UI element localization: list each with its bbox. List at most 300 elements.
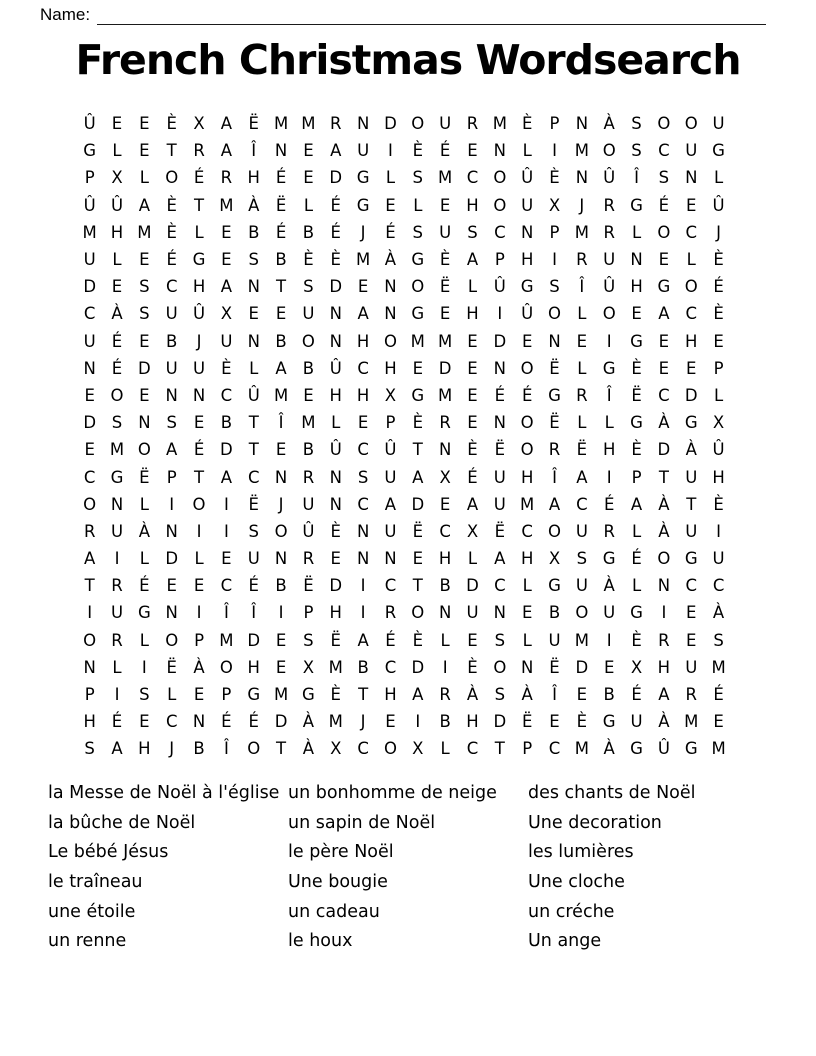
grid-cell: L: [577, 358, 587, 378]
grid-cell: Î: [552, 467, 557, 487]
grid-cell: E: [330, 549, 341, 569]
grid-cell: X: [466, 521, 479, 541]
grid-cell: L: [112, 250, 122, 270]
grid-cell: E: [111, 114, 123, 134]
grid-cell: N: [493, 413, 506, 433]
grid-cell: G: [520, 277, 534, 297]
grid-cell: C: [220, 576, 233, 596]
grid-cell: R: [603, 521, 615, 541]
grid-cell: À: [685, 440, 697, 460]
grid-cell: C: [685, 576, 697, 596]
grid-cell: O: [493, 195, 507, 215]
grid-cell: G: [356, 168, 370, 188]
grid-cell: Û: [712, 440, 725, 460]
grid-cell: N: [657, 576, 671, 596]
grid-cell: N: [165, 603, 178, 623]
grid-cell: G: [684, 739, 698, 759]
grid-cell: È: [166, 222, 177, 242]
grid-cell: H: [520, 467, 534, 487]
grid-cell: I: [442, 657, 448, 677]
grid-cell: N: [575, 114, 589, 134]
grid-cell: R: [302, 549, 315, 569]
grid-cell: G: [411, 304, 425, 324]
grid-cell: O: [602, 141, 616, 161]
grid-cell: A: [275, 358, 287, 378]
grid-cell: O: [192, 494, 206, 514]
grid-cell: U: [439, 114, 452, 134]
grid-cell: É: [221, 712, 232, 732]
grid-cell: J: [579, 195, 585, 215]
grid-cell: B: [357, 657, 369, 677]
grid-cell: Û: [110, 195, 124, 215]
grid-cell: E: [221, 250, 232, 270]
grid-cell: U: [83, 250, 96, 270]
grid-cell: L: [112, 141, 122, 161]
grid-cell: C: [466, 739, 479, 759]
grid-cell: O: [657, 114, 671, 134]
grid-cell: L: [194, 549, 204, 569]
grid-cell: A: [138, 195, 150, 215]
grid-cell: U: [165, 358, 178, 378]
grid-cell: E: [139, 141, 150, 161]
grid-cell: M: [273, 114, 289, 134]
grid-cell: O: [575, 603, 589, 623]
grid-cell: L: [522, 576, 532, 596]
grid-cell: E: [467, 358, 478, 378]
grid-cell: B: [248, 222, 260, 242]
grid-cell: S: [494, 685, 506, 705]
word-list-item: Une cloche: [528, 872, 625, 893]
grid-cell: U: [493, 494, 506, 514]
grid-cell: Û: [521, 304, 534, 324]
grid-cell: À: [603, 739, 615, 759]
grid-cell: S: [139, 685, 150, 705]
grid-cell: C: [165, 277, 178, 297]
grid-cell: O: [493, 168, 507, 188]
grid-cell: C: [521, 521, 533, 541]
grid-cell: N: [438, 440, 452, 460]
grid-cell: Ë: [549, 358, 560, 378]
grid-cell: J: [360, 222, 366, 242]
grid-cell: R: [685, 685, 697, 705]
grid-cell: A: [466, 494, 479, 514]
grid-cell: Ë: [631, 385, 642, 405]
grid-cell: À: [302, 739, 315, 759]
grid-cell: Û: [329, 358, 342, 378]
word-list-item: le traîneau: [48, 872, 143, 893]
grid-cell: Ë: [166, 657, 177, 677]
grid-cell: E: [303, 385, 314, 405]
grid-cell: T: [358, 685, 369, 705]
word-list-item: un bonhomme de neige: [288, 783, 497, 803]
grid-cell: L: [303, 195, 314, 215]
grid-cell: R: [83, 521, 96, 541]
grid-cell: M: [438, 168, 453, 188]
grid-cell: U: [384, 467, 397, 487]
grid-cell: N: [329, 494, 342, 514]
grid-cell: D: [220, 440, 233, 460]
grid-cell: U: [630, 712, 643, 732]
grid-cell: Û: [657, 739, 670, 759]
grid-cell: G: [548, 385, 561, 405]
grid-cell: N: [329, 304, 342, 324]
grid-cell: L: [713, 168, 724, 188]
grid-cell: L: [413, 195, 423, 215]
grid-cell: É: [439, 141, 451, 161]
grid-cell: U: [575, 521, 588, 541]
grid-cell: D: [411, 657, 425, 677]
grid-cell: E: [385, 712, 396, 732]
grid-cell: I: [606, 467, 612, 487]
grid-cell: U: [357, 141, 370, 161]
grid-cell: A: [220, 467, 233, 487]
grid-cell: M: [574, 739, 589, 759]
grid-cell: A: [576, 467, 588, 487]
grid-cell: I: [223, 494, 229, 514]
grid-cell: É: [603, 494, 615, 514]
grid-cell: G: [110, 467, 124, 487]
grid-cell: S: [631, 114, 642, 134]
grid-cell: A: [111, 739, 123, 759]
grid-cell: I: [87, 603, 93, 623]
word-list-column-3: [528, 779, 696, 957]
grid-cell: N: [329, 331, 342, 351]
grid-cell: É: [111, 358, 123, 378]
grid-cell: G: [192, 250, 206, 270]
grid-cell: À: [193, 657, 205, 677]
grid-cell: H: [466, 712, 479, 732]
grid-cell: E: [686, 603, 697, 623]
grid-cell: S: [139, 304, 150, 324]
grid-cell: T: [194, 195, 205, 215]
grid-cell: A: [658, 685, 670, 705]
grid-cell: E: [221, 222, 232, 242]
name-row: [40, 5, 766, 25]
grid-cell: E: [686, 358, 697, 378]
grid-cell: H: [466, 195, 479, 215]
grid-cell: C: [494, 222, 506, 242]
grid-cell: D: [384, 114, 397, 134]
grid-cell: E: [467, 141, 478, 161]
grid-cell: S: [412, 222, 424, 242]
grid-cell: M: [328, 657, 343, 677]
grid-cell: I: [606, 331, 612, 351]
grid-cell: R: [111, 630, 123, 650]
grid-cell: L: [522, 630, 532, 650]
grid-cell: M: [684, 712, 699, 732]
grid-cell: H: [520, 250, 534, 270]
grid-cell: N: [493, 358, 506, 378]
grid-cell: N: [493, 141, 506, 161]
grid-cell: R: [220, 168, 233, 188]
grid-cell: G: [684, 549, 698, 569]
grid-cell: E: [686, 630, 697, 650]
grid-cell: N: [192, 712, 206, 732]
grid-cell: R: [384, 603, 397, 623]
grid-cell: Ë: [139, 467, 150, 487]
grid-cell: L: [112, 657, 122, 677]
grid-cell: P: [549, 114, 560, 134]
grid-cell: A: [84, 549, 96, 569]
grid-cell: U: [220, 331, 233, 351]
grid-cell: N: [247, 277, 260, 297]
grid-cell: M: [137, 222, 152, 242]
grid-cell: D: [274, 712, 288, 732]
grid-cell: À: [138, 521, 150, 541]
grid-cell: P: [84, 685, 95, 705]
word-list-item: une étoile: [48, 901, 136, 922]
grid-cell: R: [111, 576, 123, 596]
grid-cell: É: [467, 467, 478, 487]
grid-cell: E: [193, 685, 205, 705]
grid-cell: D: [165, 549, 179, 569]
grid-cell: J: [278, 494, 284, 514]
grid-cell: R: [439, 685, 451, 705]
grid-cell: N: [165, 521, 178, 541]
grid-cell: H: [712, 467, 725, 487]
grid-cell: A: [658, 304, 670, 324]
grid-cell: S: [631, 141, 642, 161]
grid-cell: O: [83, 630, 97, 650]
grid-cell: E: [686, 195, 697, 215]
grid-cell: X: [384, 385, 397, 405]
grid-cell: È: [631, 630, 642, 650]
grid-cell: É: [713, 685, 724, 705]
grid-cell: G: [657, 277, 671, 297]
grid-cell: O: [274, 521, 288, 541]
grid-cell: P: [549, 222, 560, 242]
grid-cell: M: [82, 222, 97, 242]
grid-cell: H: [384, 685, 397, 705]
grid-cell: R: [658, 630, 670, 650]
grid-cell: P: [303, 603, 314, 623]
grid-cell: U: [302, 304, 315, 324]
grid-cell: I: [278, 603, 284, 623]
grid-cell: Û: [247, 385, 260, 405]
word-list-item: la bûche de Noël: [48, 812, 196, 833]
grid-cell: B: [548, 603, 561, 623]
grid-cell: B: [439, 576, 451, 596]
grid-cell: U: [603, 603, 616, 623]
grid-cell: S: [111, 413, 123, 433]
grid-cell: B: [166, 331, 178, 351]
grid-cell: T: [686, 494, 697, 514]
grid-cell: È: [330, 521, 341, 541]
grid-cell: É: [248, 576, 259, 596]
grid-cell: N: [356, 549, 370, 569]
grid-cell: Ë: [303, 576, 314, 596]
grid-cell: À: [658, 712, 670, 732]
grid-cell: U: [603, 250, 616, 270]
grid-cell: Ë: [494, 440, 506, 460]
grid-cell: N: [356, 114, 370, 134]
grid-cell: I: [360, 576, 366, 596]
grid-cell: G: [137, 603, 151, 623]
word-list-column-1: [48, 779, 279, 957]
word-list-item: le houx: [288, 931, 353, 952]
grid-cell: Ë: [521, 712, 533, 732]
grid-cell: H: [329, 603, 342, 623]
grid-cell: B: [302, 222, 315, 242]
grid-cell: O: [493, 657, 507, 677]
grid-cell: Ë: [248, 494, 259, 514]
grid-cell: L: [440, 739, 450, 759]
grid-cell: H: [138, 739, 151, 759]
grid-cell: G: [630, 331, 643, 351]
grid-cell: S: [166, 413, 177, 433]
grid-cell: E: [275, 440, 287, 460]
grid-cell: B: [275, 576, 287, 596]
grid-cell: À: [658, 494, 670, 514]
grid-cell: E: [467, 385, 478, 405]
grid-cell: A: [494, 549, 506, 569]
grid-cell: C: [357, 358, 369, 378]
grid-cell: Ë: [494, 521, 506, 541]
grid-cell: E: [439, 494, 451, 514]
grid-cell: O: [219, 657, 233, 677]
grid-cell: S: [303, 277, 314, 297]
grid-cell: Ë: [275, 195, 287, 215]
grid-cell: M: [438, 385, 453, 405]
grid-cell: Ë: [549, 413, 560, 433]
grid-cell: G: [548, 576, 561, 596]
grid-cell: A: [330, 141, 342, 161]
grid-cell: È: [221, 358, 232, 378]
name-fill-in-line: [97, 6, 766, 25]
grid-cell: B: [275, 331, 287, 351]
grid-cell: D: [657, 440, 671, 460]
grid-cell: G: [247, 685, 261, 705]
grid-cell: J: [360, 712, 366, 732]
grid-cell: È: [412, 413, 424, 433]
grid-cell: É: [330, 222, 341, 242]
grid-cell: T: [248, 413, 259, 433]
grid-cell: P: [166, 467, 177, 487]
grid-cell: T: [494, 739, 505, 759]
word-list-item: Le bébé Jésus: [48, 842, 169, 863]
grid-cell: É: [111, 331, 123, 351]
grid-cell: È: [439, 250, 451, 270]
grid-cell: C: [83, 467, 96, 487]
grid-cell: N: [138, 413, 151, 433]
grid-cell: Û: [329, 440, 342, 460]
grid-cell: È: [303, 250, 314, 270]
grid-cell: P: [84, 168, 95, 188]
grid-cell: S: [658, 168, 670, 188]
grid-cell: H: [657, 657, 671, 677]
grid-cell: L: [522, 141, 532, 161]
grid-cell: O: [165, 168, 179, 188]
grid-cell: É: [275, 168, 287, 188]
grid-cell: O: [247, 739, 261, 759]
grid-cell: O: [548, 304, 562, 324]
grid-cell: E: [576, 331, 588, 351]
grid-cell: U: [685, 141, 698, 161]
grid-cell: U: [302, 494, 315, 514]
grid-cell: U: [712, 114, 725, 134]
grid-cell: G: [630, 195, 643, 215]
grid-cell: D: [83, 277, 97, 297]
grid-cell: X: [630, 657, 643, 677]
grid-cell: S: [139, 277, 150, 297]
grid-cell: O: [602, 304, 616, 324]
word-list-item: Une bougie: [288, 872, 388, 893]
word-list-item: la Messe de Noël à l'église: [48, 783, 280, 803]
grid-cell: T: [412, 440, 423, 460]
grid-cell: É: [658, 195, 670, 215]
grid-cell: O: [301, 331, 315, 351]
grid-cell: C: [494, 576, 506, 596]
grid-cell: P: [631, 467, 642, 487]
grid-cell: U: [439, 222, 452, 242]
grid-cell: Ë: [412, 521, 424, 541]
grid-cell: H: [83, 712, 96, 732]
grid-cell: C: [357, 440, 369, 460]
grid-cell: U: [521, 195, 534, 215]
grid-cell: É: [111, 712, 123, 732]
grid-cell: H: [247, 168, 260, 188]
grid-cell: E: [139, 712, 150, 732]
grid-cell: R: [576, 250, 588, 270]
grid-cell: X: [548, 195, 561, 215]
grid-cell: H: [110, 222, 124, 242]
grid-cell: É: [631, 685, 642, 705]
grid-cell: E: [193, 576, 205, 596]
grid-cell: A: [166, 440, 178, 460]
grid-cell: Ë: [576, 440, 588, 460]
word-list-item: les lumières: [528, 842, 634, 863]
grid-cell: I: [661, 603, 667, 623]
grid-cell: D: [83, 413, 97, 433]
grid-cell: E: [139, 114, 150, 134]
grid-cell: M: [492, 114, 507, 134]
grid-cell: T: [276, 739, 287, 759]
grid-cell: L: [631, 576, 642, 596]
grid-cell: I: [114, 549, 120, 569]
grid-cell: D: [493, 331, 507, 351]
grid-cell: I: [114, 685, 120, 705]
grid-cell: M: [301, 413, 316, 433]
grid-cell: L: [249, 358, 259, 378]
grid-cell: M: [301, 114, 316, 134]
grid-cell: M: [574, 630, 589, 650]
grid-cell: B: [193, 739, 205, 759]
grid-cell: U: [165, 304, 178, 324]
grid-cell: À: [466, 685, 479, 705]
grid-cell: È: [467, 440, 478, 460]
grid-cell: È: [330, 685, 341, 705]
grid-cell: S: [549, 277, 560, 297]
grid-cell: D: [138, 358, 151, 378]
grid-cell: À: [658, 521, 670, 541]
grid-cell: C: [83, 304, 96, 324]
word-list-item: un sapin de Noël: [288, 812, 436, 833]
grid-cell: É: [166, 250, 177, 270]
grid-cell: B: [275, 250, 287, 270]
grid-cell: G: [630, 603, 643, 623]
grid-cell: R: [330, 114, 342, 134]
grid-cell: S: [248, 250, 259, 270]
grid-cell: C: [439, 521, 451, 541]
grid-cell: N: [521, 657, 534, 677]
grid-cell: L: [194, 222, 204, 242]
grid-cell: X: [220, 304, 233, 324]
grid-cell: I: [606, 630, 612, 650]
grid-cell: A: [220, 114, 233, 134]
grid-cell: E: [139, 385, 150, 405]
grid-cell: T: [276, 277, 287, 297]
grid-cell: P: [494, 250, 505, 270]
